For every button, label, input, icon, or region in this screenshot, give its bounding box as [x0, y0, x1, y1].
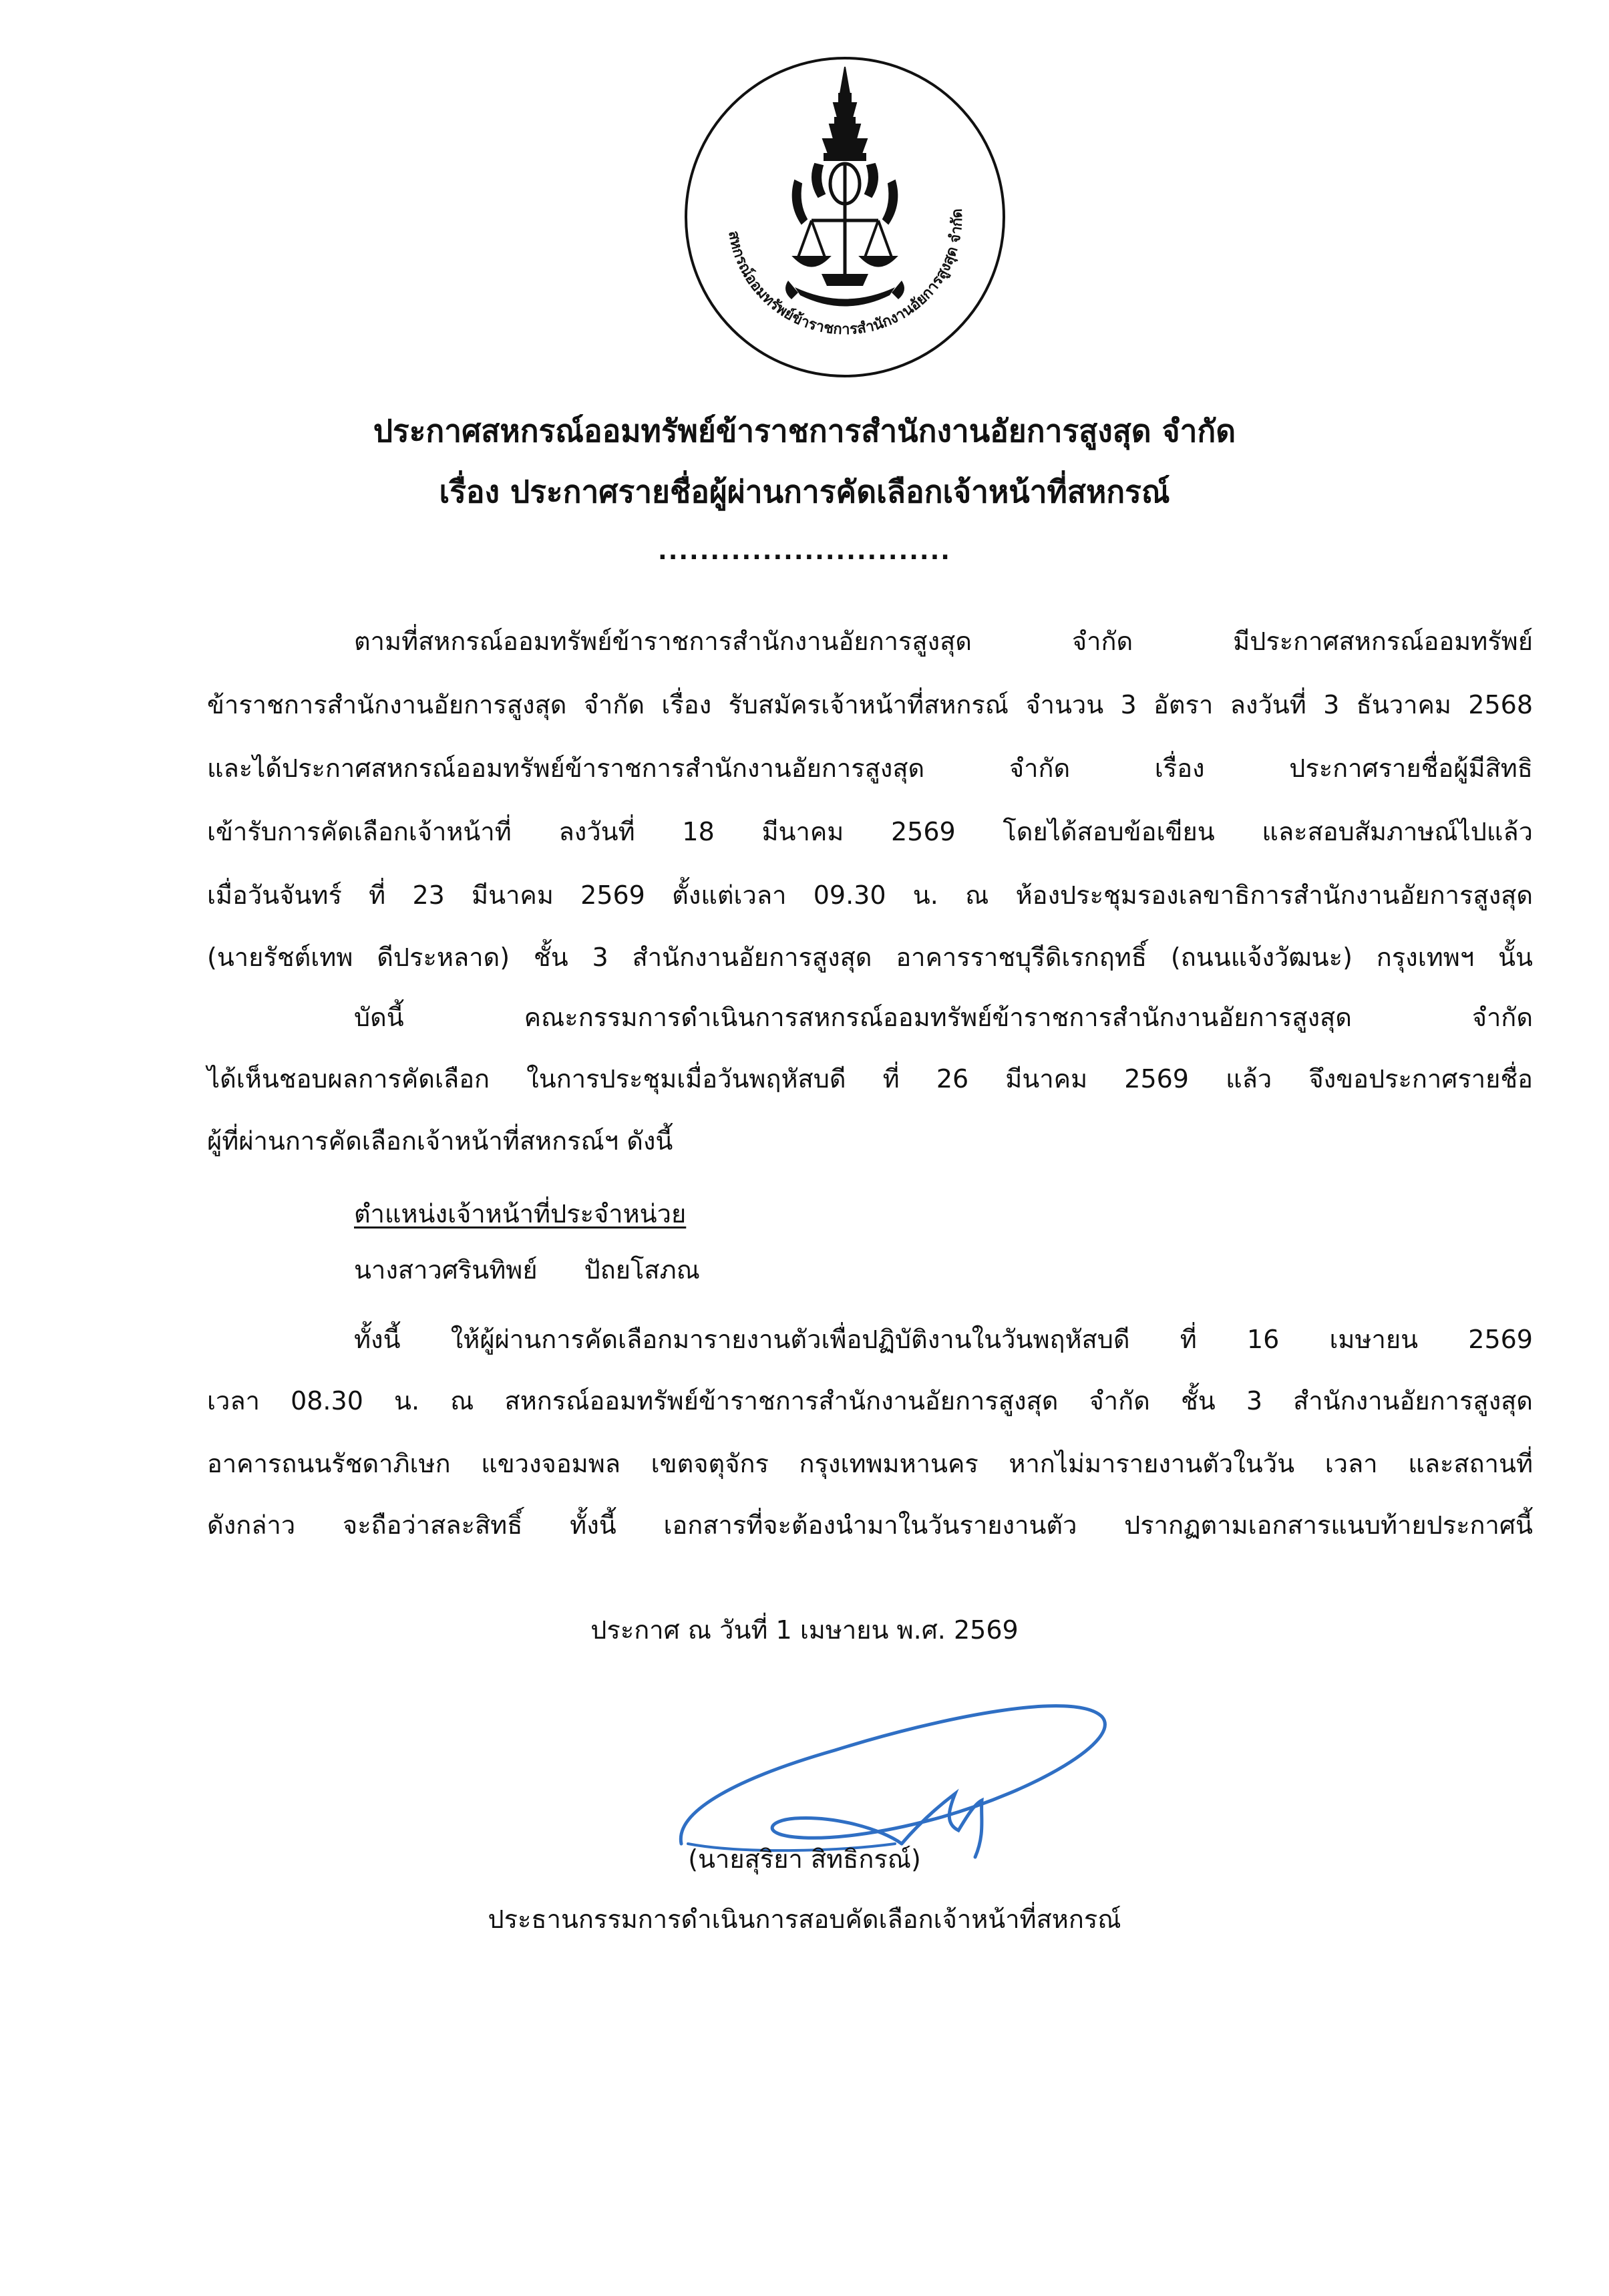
signer-title: ประธานกรรมการดำเนินการสอบคัดเลือกเจ้าหน้าที่สหกรณ์: [488, 1905, 1121, 1934]
title-separator: ............................: [658, 538, 951, 565]
paragraph-3-line-2: เวลา 08.30 น. ณ สหกรณ์ออมทรัพย์ข้าราชการสำนักงานอัยการสูงสุด จำกัด ชั้น 3 สำนักงานอัยการสูงสุด: [207, 1386, 1533, 1416]
paragraph-1-line-2: ข้าราชการสำนักงานอัยการสูงสุด จำกัด เรื่อง รับสมัครเจ้าหน้าที่สหกรณ์ จำนวน 3 อัตรา ลงวันที่ 3 ธันวาคม 2568: [207, 690, 1533, 719]
paragraph-3-line-4: ดังกล่าว จะถือว่าสละสิทธิ์ ทั้งนี้ เอกสารที่จะต้องนำมาในวันรายงานตัว ปรากฏตามเอกสารแนบท้ายประกาศนี้: [207, 1510, 1533, 1540]
paragraph-2-line-3: ผู้ที่ผ่านการคัดเลือกเจ้าหน้าที่สหกรณ์ฯ ดังนี้: [207, 1126, 673, 1156]
paragraph-2-line-1: บัดนี้ คณะกรรมการดำเนินการสหกรณ์ออมทรัพย์ข้าราชการสำนักงานอัยการสูงสุด จำกัด: [354, 1003, 1533, 1032]
paragraph-3-line-3: อาคารถนนรัชดาภิเษก แขวงจอมพล เขตจตุจักร กรุงเทพมหานคร หากไม่มารายงานตัวในวัน เวลา และสถานที่: [207, 1449, 1533, 1478]
paragraph-1-line-6: (นายรัชต์เทพ ดีประหลาด) ชั้น 3 สำนักงานอัยการสูงสุด อาคารราชบุรีดิเรกฤทธิ์ (ถนนแจ้งวัฒนะ) กรุงเทพฯ นั้น: [207, 943, 1533, 972]
paragraph-3-line-1: ทั้งนี้ ให้ผู้ผ่านการคัดเลือกมารายงานตัวเพื่อปฏิบัติงานในวันพฤหัสบดี ที่ 16 เมษายน 2569: [354, 1325, 1533, 1354]
paragraph-2-line-2: ได้เห็นชอบผลการคัดเลือก ในการประชุมเมื่อวันพฤหัสบดี ที่ 26 มีนาคม 2569 แล้ว จึงขอประกาศรายชื่อ: [207, 1064, 1533, 1094]
candidate-last-name: ปัถยโสภณ: [584, 1255, 700, 1285]
seal-ring-text: สหกรณ์ออมทรัพย์ข้าราชการสำนักงานอัยการสูงสุด จำกัด: [725, 208, 966, 339]
cooperative-seal-logo: [681, 53, 1009, 381]
announcement-date: ประกาศ ณ วันที่ 1 เมษายน พ.ศ. 2569: [590, 1615, 1019, 1645]
paragraph-1-line-5: เมื่อวันจันทร์ ที่ 23 มีนาคม 2569 ตั้งแต่เวลา 09.30 น. ณ ห้องประชุมรองเลขาธิการสำนักงานอัยการสูงสุด: [207, 880, 1533, 910]
paragraph-1-line-3: และได้ประกาศสหกรณ์ออมทรัพย์ข้าราชการสำนักงานอัยการสูงสุด จำกัด เรื่อง ประกาศรายชื่อผู้มีสิทธิ: [207, 754, 1533, 783]
candidate-name: [354, 1253, 700, 1287]
paragraph-1-line-1: ตามที่สหกรณ์ออมทรัพย์ข้าราชการสำนักงานอัยการสูงสุด จำกัด มีประกาศสหกรณ์ออมทรัพย์: [354, 627, 1533, 656]
announcement-title: ประกาศสหกรณ์ออมทรัพย์ข้าราชการสำนักงานอัยการสูงสุด จำกัด: [373, 413, 1236, 449]
announcement-subject: เรื่อง ประกาศรายชื่อผู้ผ่านการคัดเลือกเจ้าหน้าที่สหกรณ์: [439, 474, 1170, 510]
position-heading: ตำแหน่งเจ้าหน้าที่ประจำหน่วย: [354, 1199, 687, 1228]
candidate-first-name: นางสาวศรินทิพย์: [354, 1255, 538, 1285]
signer-name: (นายสุริยา สิทธิกรณ์): [688, 1844, 921, 1874]
paragraph-1-line-4: เข้ารับการคัดเลือกเจ้าหน้าที่ ลงวันที่ 18 มีนาคม 2569 โดยได้สอบข้อเขียน และสอบสัมภาษณ์ไปแล้ว: [207, 817, 1533, 846]
